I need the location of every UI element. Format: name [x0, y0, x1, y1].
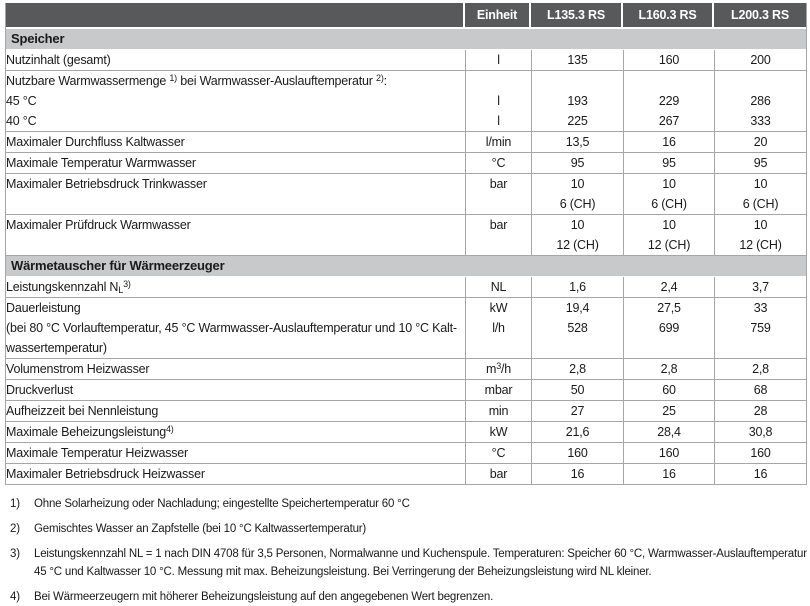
cell-line: 2,8 [569, 362, 586, 376]
col-header-l135-3-rs: L135.3 RS [531, 3, 623, 29]
cell-line: Maximaler Prüfdruck Warmwasser [6, 218, 191, 232]
table-row [6, 153, 806, 174]
value-l200-3-rs [714, 132, 806, 153]
unit-value [465, 401, 531, 422]
cell-line: bar [489, 177, 508, 191]
cell-line: Maximaler Durchfluss Kaltwasser [6, 135, 185, 149]
value-l160-3-rs [623, 153, 714, 174]
table-row [6, 443, 806, 464]
cell-line: 229 [658, 94, 680, 108]
value-l200-3-rs [714, 153, 806, 174]
cell-line: Maximale Temperatur Warmwasser [6, 156, 196, 170]
unit-value [465, 153, 531, 174]
cell-line: 699 [658, 321, 680, 335]
cell-line: 200 [750, 53, 771, 67]
cell-line: Druckverlust [6, 383, 74, 397]
cell-line: 333 [750, 114, 771, 128]
value-l135-3-rs [531, 359, 623, 380]
value-l135-3-rs [531, 277, 623, 298]
row-label [6, 422, 465, 443]
cell-line: bar [489, 467, 508, 481]
cell-line: 40 °C [6, 114, 37, 128]
cell-line: 95 [753, 156, 768, 170]
value-l160-3-rs [623, 215, 714, 256]
value-l135-3-rs [531, 298, 623, 359]
unit-value [465, 359, 531, 380]
value-l160-3-rs [623, 174, 714, 215]
table-header-row [6, 3, 806, 29]
cell-line: 193 [567, 94, 588, 108]
footnote-text: Leistungskennzahl NL = 1 nach DIN 4708 für 3,5 Personen, Normalwanne und Kuchenspule. Temperaturen: Speicher 60 °C, Warmwasser-Auslauftemperatur 45 °C und Kaltwasser 10 °C. Messung mit max. Beheizungsleistung. Bei Verringerung der Beheizungsleistung wird NL kleiner. [34, 548, 807, 578]
value-l200-3-rs [714, 215, 806, 256]
value-l135-3-rs [531, 401, 623, 422]
value-l160-3-rs [623, 443, 714, 464]
cell-line [532, 338, 623, 358]
cell-line: 2,8 [660, 362, 678, 376]
value-l200-3-rs [714, 422, 806, 443]
value-l135-3-rs [531, 132, 623, 153]
unit-value [465, 443, 531, 464]
row-label [6, 464, 465, 485]
unit-value [465, 380, 531, 401]
cell-line: l/h [492, 321, 505, 335]
cell-line: 10 [570, 177, 585, 191]
value-l200-3-rs [714, 71, 806, 132]
unit-value [465, 422, 531, 443]
value-l160-3-rs [623, 298, 714, 359]
cell-line: Maximaler Betriebsdruck Heizwasser [6, 467, 205, 481]
value-l135-3-rs [531, 174, 623, 215]
value-l160-3-rs [623, 464, 714, 485]
cell-line [624, 71, 714, 91]
table-row [6, 174, 806, 215]
cell-line: 1,6 [569, 280, 586, 294]
cell-line: Maximale Beheizungsleistung$^{4)}$ [6, 423, 174, 439]
cell-line: 28 [753, 404, 768, 418]
value-l160-3-rs [623, 401, 714, 422]
cell-line: 21,6 [565, 425, 590, 439]
cell-line: 19,4 [565, 301, 590, 315]
cell-line: 528 [567, 321, 588, 335]
cell-line: °C [491, 446, 506, 460]
col-header-einheit: Einheit [465, 3, 531, 29]
cell-line: Leistungskennzahl $N_L^{3)}$ [6, 278, 131, 296]
cell-line: 30,8 [748, 425, 773, 439]
value-l135-3-rs [531, 464, 623, 485]
row-label [6, 443, 465, 464]
cell-line: 135 [567, 53, 588, 67]
cell-line: kW [489, 425, 508, 439]
cell-line [466, 71, 531, 91]
cell-line [466, 338, 531, 358]
unit-value [465, 174, 531, 215]
footnote-text: Bei Wärmeerzeugern mit höherer Beheizungsleistung auf den angegebenen Wert begrenzen. [34, 591, 494, 603]
cell-line: 27 [570, 404, 585, 418]
table-row [6, 50, 806, 71]
value-l200-3-rs [714, 298, 806, 359]
footnote [10, 495, 808, 513]
footnote-number: 2) [10, 523, 20, 535]
value-l135-3-rs [531, 71, 623, 132]
value-l135-3-rs [531, 380, 623, 401]
row-label [6, 401, 465, 422]
cell-line: Maximale Temperatur Heizwasser [6, 446, 189, 460]
table-row [6, 298, 806, 359]
cell-line [466, 235, 531, 255]
value-l160-3-rs [623, 422, 714, 443]
value-l200-3-rs [714, 380, 806, 401]
cell-line: 12 (CH) [647, 238, 691, 252]
table-row [6, 401, 806, 422]
value-l135-3-rs [531, 422, 623, 443]
row-label [6, 215, 465, 256]
col-header-l160-3-rs: L160.3 RS [623, 3, 714, 29]
cell-line: kW [489, 301, 508, 315]
cell-line [6, 235, 465, 255]
value-l200-3-rs [714, 443, 806, 464]
cell-line: 12 (CH) [556, 238, 599, 252]
cell-line: bar [489, 218, 508, 232]
unit-value [465, 132, 531, 153]
row-label [6, 174, 465, 215]
value-l160-3-rs [623, 277, 714, 298]
cell-line: 10 [662, 218, 676, 232]
cell-line: 68 [753, 383, 768, 397]
cell-line: 6 (CH) [559, 197, 596, 211]
value-l135-3-rs [531, 153, 623, 174]
cell-line: 10 [753, 177, 768, 191]
value-l200-3-rs [714, 401, 806, 422]
cell-line: 10 [570, 218, 585, 232]
value-l135-3-rs [531, 443, 623, 464]
cell-line: Aufheizzeit bei Nennleistung [6, 404, 159, 418]
col-header-l200-3-rs: L200.3 RS [714, 3, 806, 29]
unit-value [465, 50, 531, 71]
section-row [6, 256, 806, 277]
cell-line: 25 [662, 404, 676, 418]
cell-line: wassertemperatur) [6, 341, 107, 355]
cell-line: 2,4 [660, 280, 678, 294]
cell-line [715, 338, 806, 358]
cell-line: 50 [570, 383, 585, 397]
cell-line: 16 [753, 467, 768, 481]
cell-line [715, 71, 806, 91]
cell-line: 20 [753, 135, 768, 149]
cell-line: 13,5 [565, 135, 590, 149]
cell-line: 2,8 [752, 362, 769, 376]
value-l160-3-rs [623, 50, 714, 71]
cell-line [466, 194, 531, 214]
value-l200-3-rs [714, 277, 806, 298]
footnotes [5, 495, 808, 606]
cell-line: 6 (CH) [742, 197, 779, 211]
unit-value [465, 71, 531, 132]
row-label [6, 359, 465, 380]
value-l135-3-rs [531, 50, 623, 71]
cell-line: 95 [570, 156, 585, 170]
cell-line: 60 [662, 383, 676, 397]
table-row [6, 464, 806, 485]
spec-table [5, 3, 807, 485]
cell-line: 12 (CH) [739, 238, 782, 252]
row-label [6, 71, 465, 132]
value-l160-3-rs [623, 359, 714, 380]
cell-line: $m^3/h$ [485, 360, 512, 376]
cell-line: min [488, 404, 509, 418]
unit-value [465, 464, 531, 485]
cell-line: 28,4 [657, 425, 681, 439]
footnote-text: Gemischtes Wasser an Zapfstelle (bei 10 °C Kaltwassertemperatur) [34, 523, 367, 535]
value-l160-3-rs [623, 380, 714, 401]
cell-line: l [497, 94, 500, 108]
value-l200-3-rs [714, 359, 806, 380]
table-row [6, 277, 806, 298]
section-row [6, 29, 806, 50]
footnote [10, 588, 808, 606]
unit-value [465, 215, 531, 256]
cell-line: l [497, 53, 500, 67]
cell-line: 3,7 [752, 280, 769, 294]
cell-line: 16 [570, 467, 585, 481]
cell-line: 160 [658, 53, 680, 67]
value-l200-3-rs [714, 174, 806, 215]
row-label [6, 153, 465, 174]
cell-line: 95 [662, 156, 676, 170]
table-row [6, 215, 806, 256]
value-l160-3-rs [623, 132, 714, 153]
footnote-number: 3) [10, 548, 20, 560]
table-row [6, 422, 806, 443]
cell-line: 267 [658, 114, 680, 128]
value-l160-3-rs [623, 71, 714, 132]
cell-line: 33 [753, 301, 768, 315]
cell-line: mbar [484, 383, 513, 397]
row-label [6, 380, 465, 401]
cell-line: 10 [662, 177, 676, 191]
row-label [6, 132, 465, 153]
cell-line: l/min [485, 135, 512, 149]
col-header-blank [6, 3, 465, 29]
table-row [6, 132, 806, 153]
cell-line: NL [490, 280, 507, 294]
cell-line: 160 [750, 446, 771, 460]
footnote [10, 520, 808, 538]
spec-table-body [6, 29, 806, 485]
cell-line: 160 [658, 446, 680, 460]
unit-value [465, 277, 531, 298]
footnote-number: 1) [10, 498, 20, 510]
unit-value [465, 298, 531, 359]
cell-line [6, 194, 465, 214]
cell-line [624, 338, 714, 358]
footnote [10, 545, 808, 581]
row-label [6, 277, 465, 298]
cell-line: Nutzbare Warmwassermenge $^{1)}$ bei Warmwasser-Auslauftemperatur $^{2)}$: [6, 72, 387, 88]
value-l135-3-rs [531, 215, 623, 256]
cell-line: °C [491, 156, 506, 170]
table-row [6, 71, 806, 132]
cell-line [532, 71, 623, 91]
cell-line: 16 [662, 135, 676, 149]
row-label [6, 50, 465, 71]
cell-line: 225 [567, 114, 588, 128]
value-l200-3-rs [714, 464, 806, 485]
cell-line: 45 °C [6, 94, 37, 108]
footnote-text: Ohne Solarheizung oder Nachladung; eingestellte Speichertemperatur 60 °C [34, 498, 410, 510]
cell-line: 27,5 [657, 301, 681, 315]
cell-line: 16 [662, 467, 676, 481]
cell-line: 160 [567, 446, 588, 460]
cell-line: 286 [750, 94, 771, 108]
cell-line: l [497, 114, 500, 128]
section-title: Wärmetauscher für Wärmeerzeuger [6, 256, 806, 277]
cell-line: Nutzinhalt (gesamt) [6, 53, 111, 67]
cell-line: (bei 80 °C Vorlauftemperatur, 45 °C Warmwasser-Auslauftemperatur und 10 °C Kalt- [6, 321, 457, 335]
cell-line: 759 [750, 321, 771, 335]
value-l200-3-rs [714, 50, 806, 71]
table-row [6, 359, 806, 380]
cell-line: 6 (CH) [651, 197, 687, 211]
cell-line: Dauerleistung [6, 301, 81, 315]
cell-line: 10 [753, 218, 768, 232]
cell-line: Volumenstrom Heizwasser [6, 362, 150, 376]
section-title: Speicher [6, 29, 806, 50]
table-row [6, 380, 806, 401]
cell-line: Maximaler Betriebsdruck Trinkwasser [6, 177, 207, 191]
row-label [6, 298, 465, 359]
footnote-number: 4) [10, 591, 20, 603]
